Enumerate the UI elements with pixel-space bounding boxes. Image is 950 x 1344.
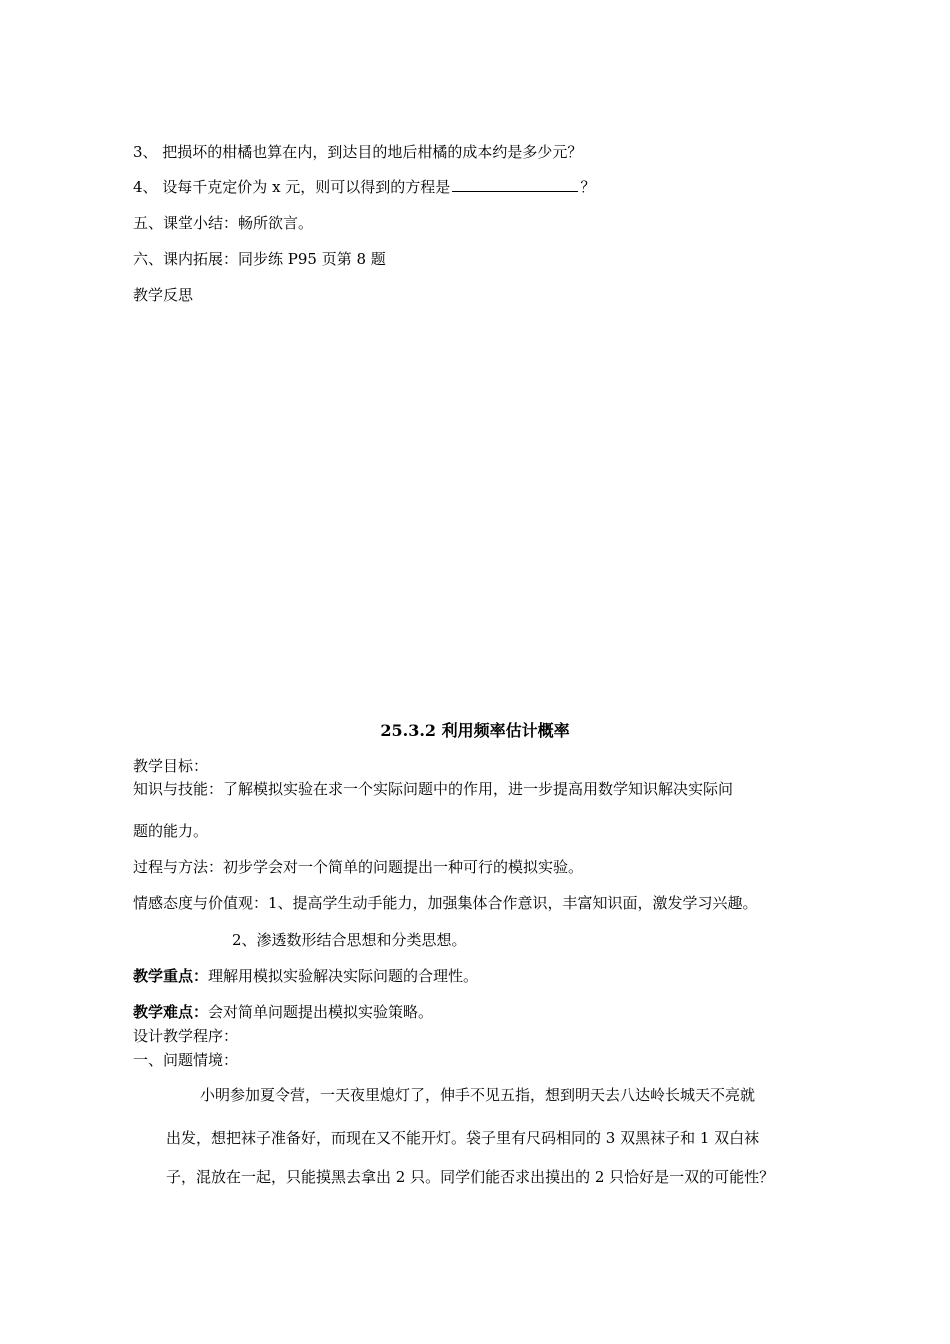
knowledge-skills-line2: 题的能力。 [133,822,209,840]
story-line-3: 子，混放在一起，只能摸黑去拿出 2 只。同学们能否求出摸出的 2 只恰好是一双的可能性？ [166,1168,775,1186]
question-4-mark: ？ [580,178,596,196]
difficulty-text: 会对简单问题提出模拟实验策略。 [208,1003,434,1021]
teaching-difficulty [133,1002,433,1022]
class-summary: 五、课堂小结：畅所欲言。 [133,214,314,232]
objectives-heading: 教学目标： [133,757,209,775]
question-3: 3、 把损坏的柑橘也算在内，到达目的地后柑橘的成本约是多少元？ [133,143,583,161]
design-procedure: 设计教学程序： [133,1027,239,1045]
class-extension: 六、课内拓展：同步练 P95 页第 8 题 [133,250,386,268]
story-line-2: 出发，想把袜子准备好，而现在又不能开灯。袋子里有尺码相同的 3 双黑袜子和 1 双白袜 [166,1129,760,1147]
key-point-text: 理解用模拟实验解决实际问题的合理性。 [208,967,479,985]
difficulty-label: 教学难点： [133,1003,209,1021]
teaching-reflection: 教学反思 [133,286,194,304]
question-4 [133,177,595,197]
knowledge-skills-line1: 知识与技能：了解模拟实验在求一个实际问题中的作用，进一步提高用数学知识解决实际问 [133,780,734,798]
story-line-1: 小明参加夏令营，一天夜里熄灯了，伸手不见五指，想到明天去八达岭长城天不亮就 [200,1086,756,1104]
key-point-label: 教学重点： [133,967,209,985]
process-methods: 过程与方法：初步学会对一个简单的问题提出一种可行的模拟实验。 [133,858,584,876]
attitude-values-line2: 2、渗透数形结合思想和分类思想。 [232,931,467,949]
lesson-title: 25.3.2 利用频率估计概率 [380,721,570,740]
attitude-values-line1: 情感态度与价值观：1、提高学生动手能力，加强集体合作意识，丰富知识面，激发学习兴趣。 [133,894,758,912]
teaching-key-point [133,966,478,986]
section-problem-situation: 一、问题情境： [133,1051,239,1069]
question-4-text: 4、 设每千克定价为 x 元，则可以得到的方程是 [133,178,451,196]
answer-blank [452,177,578,192]
